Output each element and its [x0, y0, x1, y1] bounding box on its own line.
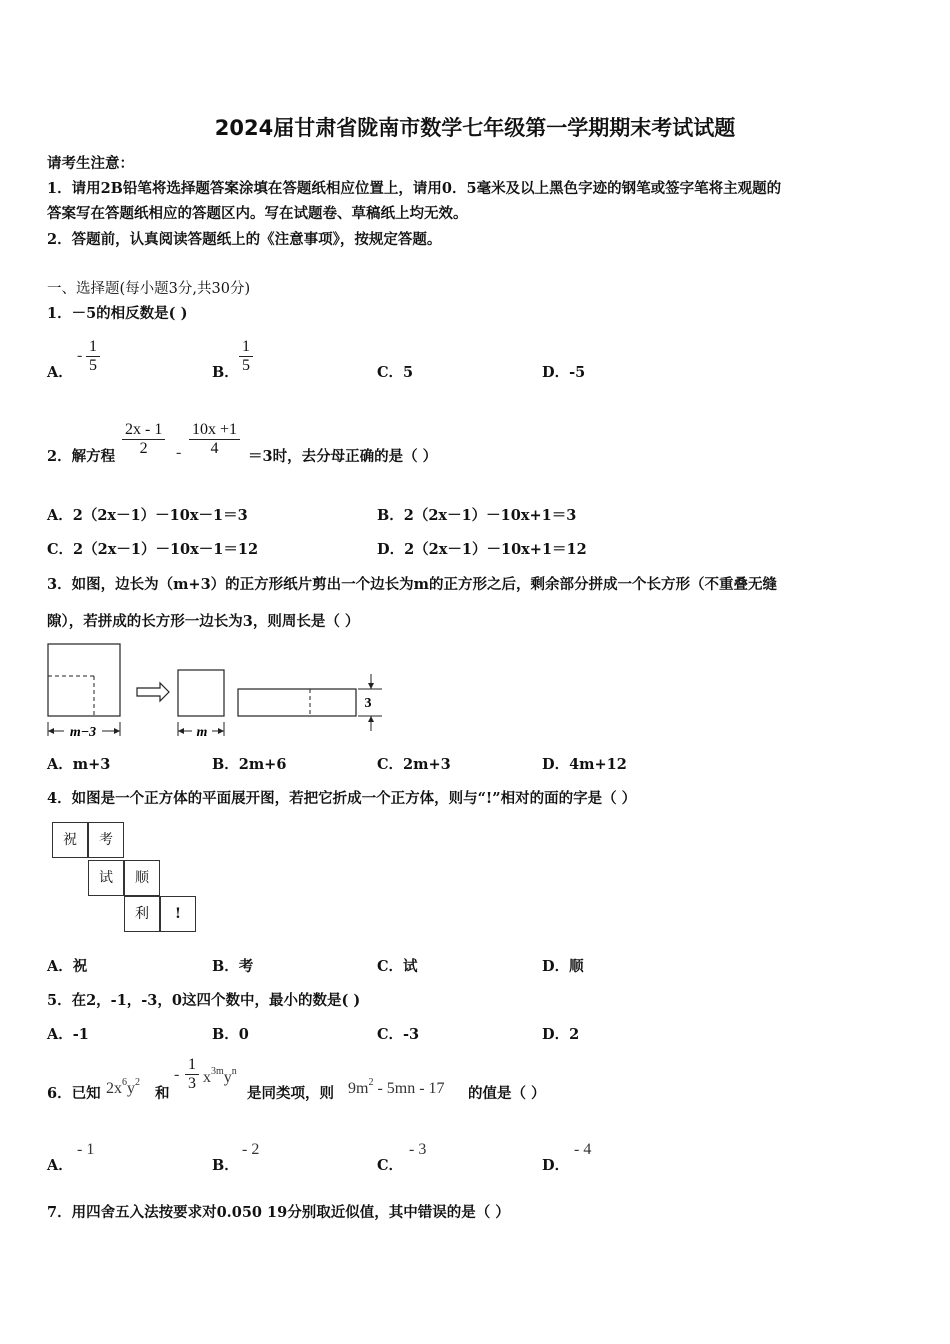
q6-option-a-value: - 1	[77, 1141, 95, 1158]
q6-term1-exp1: 6	[122, 1077, 127, 1088]
q3-small-square	[178, 670, 224, 716]
q5-stem: 5．在2，-1，-3，0这四个数中，最小的数是( )	[47, 992, 361, 1009]
q2-f2-numerator: 10x +1	[189, 421, 240, 440]
q4-net-cell: 考	[88, 822, 124, 858]
q3-stem-line-1: 3．如图，边长为（m+3）的正方形纸片剪出一个边长为m的正方形之后，剩余部分拼成一个长方形（不重叠无缝	[47, 576, 778, 593]
q6-expr-exp: 2	[368, 1077, 374, 1088]
q3-label-m-minus-3: m−3	[69, 725, 97, 740]
q1-option-b-label: B．	[212, 364, 239, 381]
q2-fraction-1	[122, 421, 165, 458]
q4-option-a: A．祝	[47, 958, 88, 975]
q4-net-cell: !	[160, 896, 196, 932]
q5-option-a: A．-1	[47, 1026, 89, 1043]
q1-b-denominator: 5	[242, 357, 250, 374]
q1-option-c: C．5	[377, 364, 414, 381]
q3-dim-arrow	[114, 728, 120, 734]
q2-fraction-2	[189, 421, 240, 458]
notice-heading: 请考生注意：	[47, 155, 134, 172]
q6-expression	[348, 1077, 445, 1098]
q3-dim-arrow	[368, 716, 374, 722]
q6-option-b-value: - 2	[242, 1141, 260, 1158]
q3-dim-arrow	[178, 728, 184, 734]
section-heading: 一、选择题(每小题3分,共30分)	[47, 281, 251, 297]
notice-line-2: 答案写在答题纸相应的答题区内。写在试题卷、草稿纸上均无效。	[47, 205, 468, 222]
q3-dim-arrow	[368, 683, 374, 689]
q6-term1-coef: 2x	[106, 1080, 122, 1097]
q3-option-d: D．4m+12	[542, 756, 627, 773]
q5-option-d: D．2	[542, 1026, 580, 1043]
q6-option-b-label: B．	[212, 1157, 239, 1174]
q3-option-c: C．2m+3	[377, 756, 451, 773]
q4-net-cell: 顺	[124, 860, 160, 896]
notice-line-3: 2．答题前，认真阅读答题纸上的《注意事项》，按规定答题。	[47, 231, 442, 248]
q2-f1-numerator: 2x - 1	[122, 421, 165, 440]
q6-term2-y: y	[223, 1069, 232, 1086]
q1-option-b-fraction	[239, 338, 253, 375]
q6-option-a-label: A．	[47, 1157, 73, 1174]
q1-option-a-sign: -	[77, 347, 83, 364]
q3-arrow-icon	[137, 683, 169, 701]
q2-option-b: B．2（2x－1）－10x+1＝3	[377, 507, 577, 524]
q4-net-cell: 祝	[52, 822, 88, 858]
q4-net-cell: 利	[124, 896, 160, 932]
q1-option-a-label: A．	[47, 364, 73, 381]
q6-prefix: 6．已知	[47, 1085, 101, 1102]
notice-line-1: 1．请用2B铅笔将选择题答案涂填在答题纸相应位置上，请用0．5毫米及以上黑色字迹的钢笔或签字笔将主观题的	[47, 180, 782, 197]
q2-prefix: 2．解方程	[47, 448, 116, 465]
q6-negative-sign: -	[174, 1066, 180, 1083]
q3-figure	[40, 638, 390, 743]
q4-net-cell: 试	[88, 860, 124, 896]
q4-option-b: B．考	[212, 958, 254, 975]
q3-dim-arrow	[48, 728, 54, 734]
q3-rectangle	[238, 689, 356, 716]
q4-option-c: C．试	[377, 958, 418, 975]
q3-option-a: A．m+3	[47, 756, 111, 773]
q2-option-d: D．2（2x－1）－10x+1＝12	[377, 541, 587, 558]
q6-term2-exp2: n	[231, 1066, 237, 1077]
q6-option-d-label: D．	[542, 1157, 570, 1174]
q6-term-1	[106, 1077, 140, 1098]
q1-b-numerator: 1	[239, 338, 253, 357]
q6-frac-numerator: 1	[185, 1056, 199, 1075]
q3-option-b: B．2m+6	[212, 756, 287, 773]
q6-middle-text: 是同类项，则	[247, 1085, 334, 1102]
q2-suffix: ＝3时，去分母正确的是（ ）	[248, 448, 438, 465]
q2-f2-denominator: 4	[210, 440, 219, 457]
q2-f1-denominator: 2	[139, 440, 148, 457]
q4-option-d: D．顺	[542, 958, 584, 975]
q1-a-denominator: 5	[89, 357, 97, 374]
q2-minus: -	[176, 444, 182, 461]
q2-option-c: C．2（2x－1）－10x－1＝12	[47, 541, 259, 558]
q5-option-b: B．0	[212, 1026, 249, 1043]
q6-option-c-label: C．	[377, 1157, 404, 1174]
q2-option-a: A．2（2x－1）－10x－1＝3	[47, 507, 248, 524]
page-title: 2024届甘肃省陇南市数学七年级第一学期期末考试试题	[214, 116, 736, 140]
q4-cube-net	[52, 822, 202, 937]
q6-expr-a: 9m	[348, 1080, 369, 1097]
q1-a-numerator: 1	[86, 338, 100, 357]
q1-stem: 1．－5的相反数是( )	[47, 305, 188, 322]
q1-option-d: D．-5	[542, 364, 586, 381]
q5-option-c: C．-3	[377, 1026, 420, 1043]
q6-term1-exp2: 2	[135, 1077, 140, 1088]
q7-stem: 7．用四舍五入法按要求对0.050 19分别取近似值，其中错误的是（ ）	[47, 1204, 510, 1221]
q3-dim-arrow	[218, 728, 224, 734]
q3-label-3: 3	[364, 696, 372, 711]
q6-option-d-value: - 4	[574, 1141, 592, 1158]
q6-term-2	[203, 1066, 237, 1087]
q6-suffix: 的值是（ ）	[468, 1085, 546, 1102]
q3-label-m: m	[196, 725, 208, 740]
q6-frac-denominator: 3	[188, 1075, 196, 1092]
q6-fraction	[185, 1056, 199, 1093]
q6-expr-b: - 5mn - 17	[373, 1080, 445, 1097]
q3-stem-line-2: 隙），若拼成的长方形一边长为3，则周长是（ ）	[47, 613, 360, 630]
q4-stem: 4．如图是一个正方体的平面展开图，若把它折成一个正方体，则与“!”相对的面的字是（ ）	[47, 790, 637, 807]
q6-term2-exp1: 3m	[211, 1066, 224, 1077]
q1-option-a-fraction	[86, 338, 100, 375]
q6-option-c-value: - 3	[409, 1141, 427, 1158]
q6-and: 和	[155, 1085, 170, 1102]
q3-large-square	[48, 644, 120, 716]
q6-term2-x: x	[203, 1069, 211, 1086]
q6-term1-y: y	[127, 1080, 135, 1097]
